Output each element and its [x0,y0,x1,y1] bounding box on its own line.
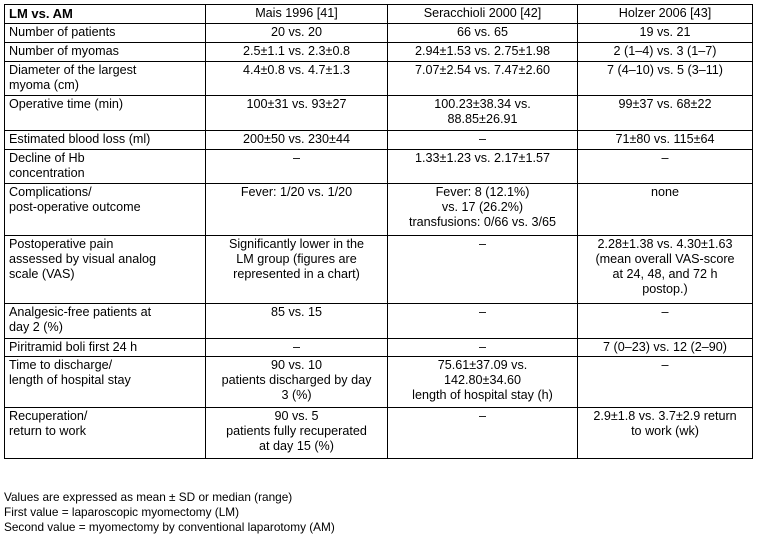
comparison-table [4,4,753,459]
row-label: Estimated blood loss (ml) [5,131,206,150]
row-label: Piritramid boli first 24 h [5,339,206,357]
table-row [5,150,753,184]
table-cell: – [578,150,753,184]
table-cell: 2.28±1.38 vs. 4.30±1.63 (mean overall VAS-score at 24, 48, and 72 h postop.) [578,236,753,304]
table-cell: 7 (0–23) vs. 12 (2–90) [578,339,753,357]
column-header-mais: Mais 1996 [41] [206,5,388,24]
footnote: Values are expressed as mean ± SD or median (range) [4,490,293,504]
row-label: Time to discharge/ length of hospital stay [5,357,206,408]
table-cell: 2.94±1.53 vs. 2.75±1.98 [388,43,578,62]
table-cell: 100±31 vs. 93±27 [206,96,388,131]
table-cell: 19 vs. 21 [578,24,753,43]
table-cell: 85 vs. 15 [206,304,388,339]
table-cell: none [578,184,753,236]
table-cell: 4.4±0.8 vs. 4.7±1.3 [206,62,388,96]
row-label: Postoperative pain assessed by visual analog scale (VAS) [5,236,206,304]
table-cell: Significantly lower in the LM group (figures are represented in a chart) [206,236,388,304]
table-cell: 2.9±1.8 vs. 3.7±2.9 return to work (wk) [578,408,753,459]
table-cell: 66 vs. 65 [388,24,578,43]
row-label: Analgesic-free patients at day 2 (%) [5,304,206,339]
table-cell: – [388,304,578,339]
table-cell: 7.07±2.54 vs. 7.47±2.60 [388,62,578,96]
table-cell: – [206,339,388,357]
row-label: Decline of Hb concentration [5,150,206,184]
table-cell: 71±80 vs. 115±64 [578,131,753,150]
table-row [5,304,753,339]
table-row [5,96,753,131]
table-cell: Fever: 8 (12.1%) vs. 17 (26.2%) transfusions: 0/66 vs. 3/65 [388,184,578,236]
table-row [5,408,753,459]
table-cell: 2.5±1.1 vs. 2.3±0.8 [206,43,388,62]
table-row [5,24,753,43]
footnote: Second value = myomectomy by conventional laparotomy (AM) [4,520,335,534]
row-label: Complications/ post-operative outcome [5,184,206,236]
table-footnotes [4,490,335,535]
table-cell: – [388,408,578,459]
footnote: First value = laparoscopic myomectomy (LM) [4,505,240,519]
table-title: LM vs. AM [9,6,73,21]
table-cell: 99±37 vs. 68±22 [578,96,753,131]
table-cell: 1.33±1.23 vs. 2.17±1.57 [388,150,578,184]
table-cell: 2 (1–4) vs. 3 (1–7) [578,43,753,62]
table-row [5,62,753,96]
table-cell: 90 vs. 5 patients fully recuperated at day 15 (%) [206,408,388,459]
table-cell: – [388,339,578,357]
table-cell: – [578,357,753,408]
row-label: Number of patients [5,24,206,43]
table-cell: – [388,236,578,304]
row-label: Diameter of the largest myoma (cm) [5,62,206,96]
table-cell: 100.23±38.34 vs. 88.85±26.91 [388,96,578,131]
table-cell: – [206,150,388,184]
table-cell: 7 (4–10) vs. 5 (3–11) [578,62,753,96]
table-row [5,236,753,304]
table-row [5,339,753,357]
table-row [5,131,753,150]
row-label: Recuperation/ return to work [5,408,206,459]
table-row [5,43,753,62]
row-label: Number of myomas [5,43,206,62]
column-header-holzer: Holzer 2006 [43] [578,5,753,24]
table-cell: 200±50 vs. 230±44 [206,131,388,150]
table-cell: 20 vs. 20 [206,24,388,43]
header-row [5,5,753,24]
row-label: Operative time (min) [5,96,206,131]
table-row [5,357,753,408]
column-header-seracchioli: Seracchioli 2000 [42] [388,5,578,24]
table-cell: 75.61±37.09 vs. 142.80±34.60 length of hospital stay (h) [388,357,578,408]
table-cell: – [578,304,753,339]
table-row [5,184,753,236]
table-cell: – [388,131,578,150]
table-cell: Fever: 1/20 vs. 1/20 [206,184,388,236]
header-title-cell [5,5,206,24]
table-cell: 90 vs. 10 patients discharged by day 3 (%) [206,357,388,408]
